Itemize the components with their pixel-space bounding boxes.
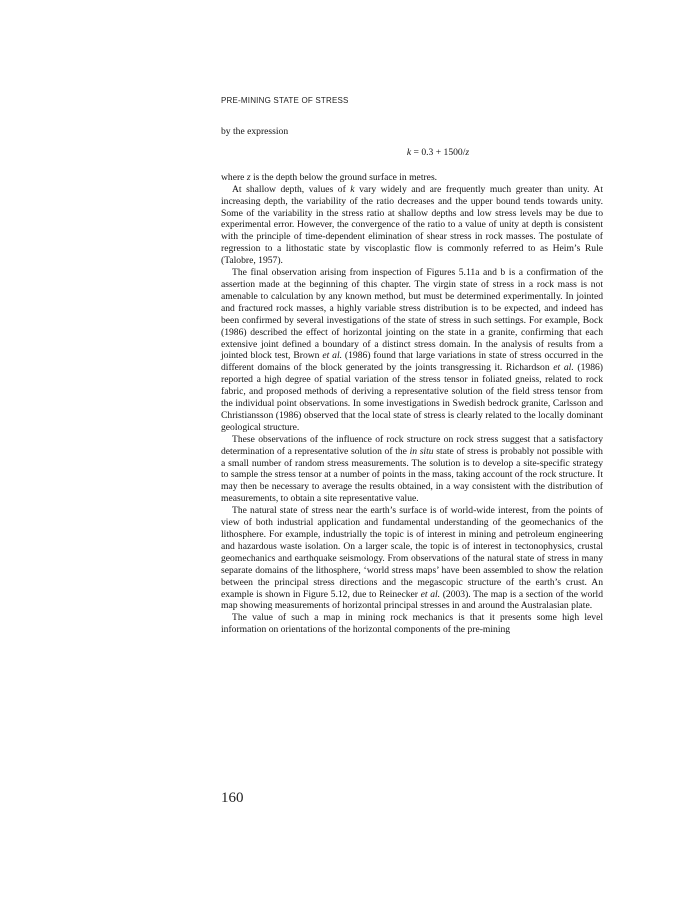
in-situ: in situ [409, 445, 434, 457]
text-run: (1986) reported a high degree of spatial variation of the stress tensor in foliated gneiss, related to rock fabric, and proposed methods of deriving a representative solution of the field stress tensor from the individual point observations. In some investigations in Swedish bedrock granite, Carlsson and Christiansson (1986) observed that the local state of stress is clearly related to the locally dominant geological structure. [221, 362, 603, 433]
text-run: is the depth below the ground surface in metres. [250, 171, 438, 183]
text-run: The value of such a map in mining rock mechanics is that it presents some high level information on orientations of the horizontal components of the pre-mining [221, 612, 603, 636]
paragraph-observations [221, 434, 603, 505]
text-run: The final observation arising from inspection of Figures 5.11a and b is a confirmation of the assertion made at the beginning of this chapter. The virgin state of stress in a rock mass is not amenable to calculation by any known method, but must be determined experimentally. In jointed and fractured rock masses, a highly variable stress distribution is to be expected, and indeed has been confirmed by several investigations of the state of stress in such settings. For example, Bock (1986) described the effect of horizontal jointing on the state in a granite, confirming that each extensive joint defined a boundary of a distinct stress domain. In the analysis of results from a jointed block test, Brown [221, 267, 603, 362]
text-run: The natural state of stress near the earth’s surface is of world-wide interest, from the points of view of both industrial application and fundamental understanding of the geomechanics of the lithosphere. For example, industrially the topic is of interest in mining and petroleum engineering and hazardous waste isolation. On a larger scale, the topic is of interest in tectonophysics, crustal geomechanics and earthquake seismology. From observations of the natural state of stress in many separate domains of the lithosphere, ‘world stress maps’ have been assembled to show the relation between the principal stress directions and the megascopic structure of the earth’s crust. An example is shown in Figure 5.12, due to Reinecker [221, 505, 603, 600]
variable-z: z [246, 171, 251, 183]
text-run: (1986) found that large variations in state of stress occurred in the different domains of the block generated by the joints transgressing it. Richardson [221, 350, 603, 374]
et-al: et al. [322, 350, 343, 362]
equation-rhs-variable: z [465, 146, 470, 158]
paragraph-where [221, 172, 603, 184]
et-al: et al. [553, 362, 574, 374]
equation [221, 147, 603, 159]
text-run: where [221, 171, 247, 183]
paragraph-shallow-depth [221, 184, 603, 267]
text-run: vary widely and are frequently much greater than unity. At increasing depth, the variability of the ratio decreases and the upper bound tends towards unity. Some of the variability in the stress ratio at shallow depths and low stress levels may be due to experimental error. However, the convergence of the ratio to a value of unity at depth is consistent with the principle of time-dependent elimination of shear stress in rock masses. The postulate of regression to a lithostatic state by viscoplastic flow is commonly referred to as Heim’s Rule (Talobre, 1957). [221, 183, 603, 267]
text-run: state of stress is probably not possible with a small number of random stress measurements. The solution is to develop a site-specific strategy to sample the stress tensor at a number of points in the mass, taking account of the rock structure. It may then be necessary to average the results obtained, in a way consistent with the distribution of measurements, to obtain a site representative value. [221, 445, 603, 505]
paragraph-value-of-map [221, 612, 603, 636]
paragraph-natural-state [221, 505, 603, 612]
body-text [221, 126, 603, 636]
text-run: These observations of the influence of rock structure on rock stress suggest that a satisfactory determination of a representative solution of the [221, 433, 603, 457]
et-al: et al. [420, 588, 441, 600]
text-run: (2003). The map is a section of the world map showing measurements of horizontal principal stresses in and around the Australasian plate. [221, 588, 604, 612]
equation-equals: = [411, 146, 422, 158]
running-head: PRE-MINING STATE OF STRESS [221, 96, 349, 105]
intro-line: by the expression [221, 126, 289, 137]
variable-k: k [350, 183, 355, 195]
page-number: 160 [221, 790, 244, 806]
equation-rhs: 0.3 + 1500/ [421, 146, 466, 158]
equation-lhs: k [406, 146, 412, 158]
paragraph-final-observation [221, 267, 603, 434]
text-run: At shallow depth, values of [232, 183, 351, 195]
